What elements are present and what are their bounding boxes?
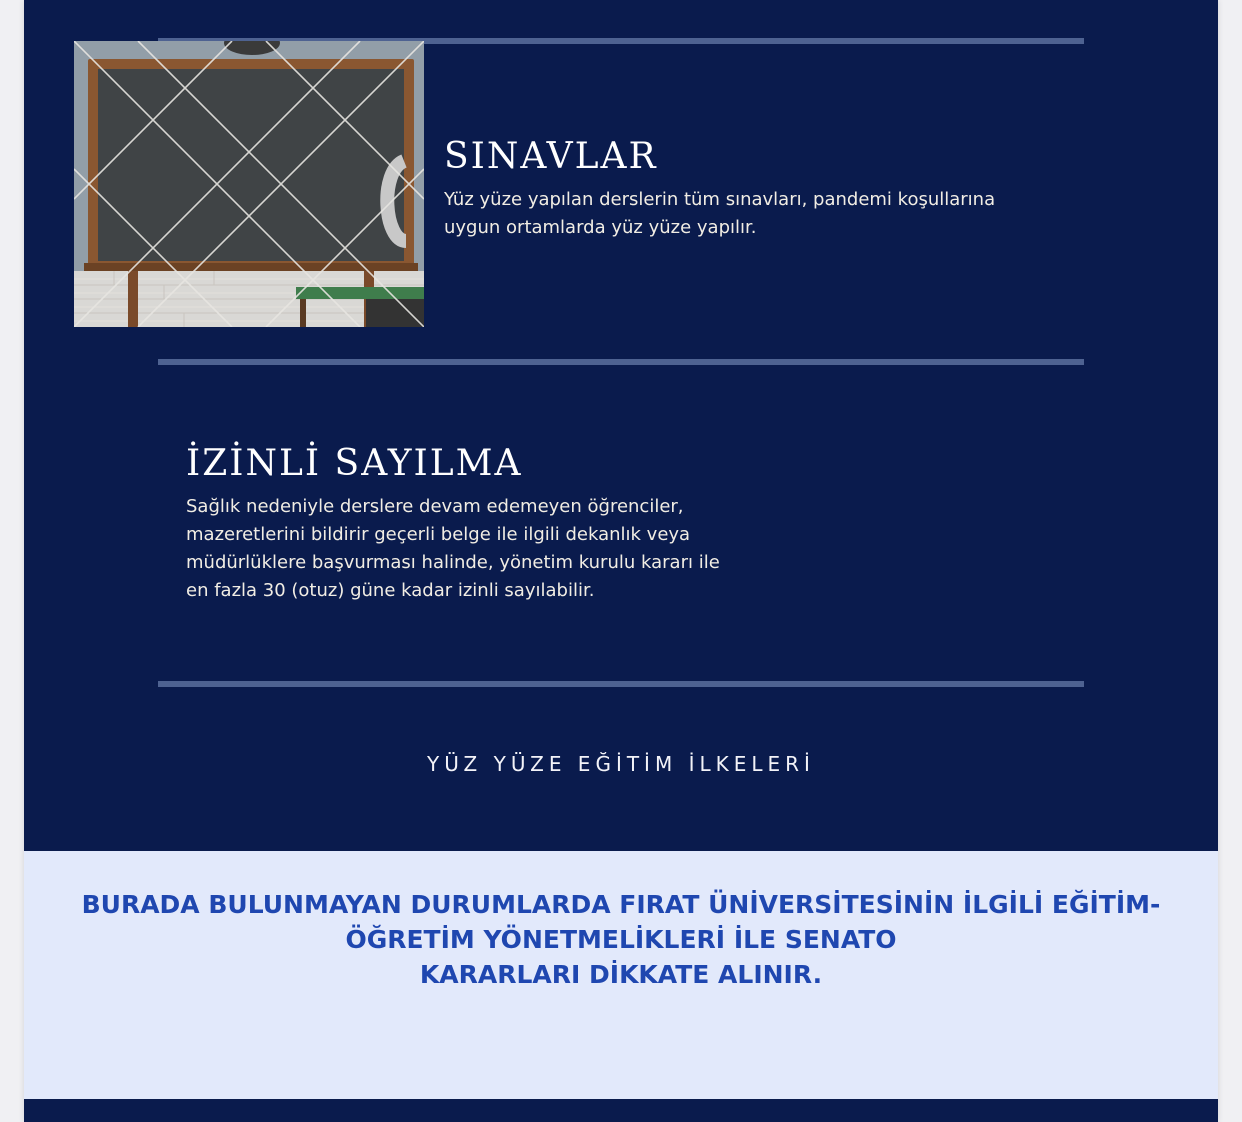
notice-line: ÖĞRETİM YÖNETMELİKLERİ İLE SENATO bbox=[345, 925, 897, 954]
chalkboard-image bbox=[74, 41, 424, 327]
section-divider bbox=[158, 681, 1084, 687]
notice-line: KARARLARI DİKKATE ALINIR. bbox=[419, 960, 823, 989]
notice-line: BURADA BULUNMAYAN DURUMLARDA FIRAT ÜNİVERSİTESİNİN İLGİLİ EĞİTİM- bbox=[81, 890, 1161, 919]
exams-text-line: uygun ortamlarda yüz yüze yapılır. bbox=[444, 217, 757, 238]
leave-text-line: Sağlık nedeniyle derslere devam edemeyen öğrenciler, bbox=[186, 496, 684, 517]
exams-text bbox=[444, 186, 1084, 242]
exams-heading: SINAVLAR bbox=[444, 136, 658, 177]
section-divider bbox=[158, 359, 1084, 365]
principles-title: YÜZ YÜZE EĞİTİM İLKELERİ bbox=[427, 752, 815, 776]
exams-text-line: Yüz yüze yapılan derslerin tüm sınavları, pandemi koşullarına bbox=[444, 189, 996, 210]
leave-text-line: en fazla 30 (otuz) güne kadar izinli sayılabilir. bbox=[186, 580, 595, 601]
notice-banner bbox=[24, 851, 1218, 1099]
leave-heading: İZİNLİ SAYILMA bbox=[186, 443, 523, 484]
leave-text bbox=[186, 493, 796, 605]
page bbox=[24, 0, 1218, 1122]
leave-text-line: müdürlüklere başvurması halinde, yönetim kurulu kararı ile bbox=[186, 552, 720, 573]
leave-text-line: mazeretlerini bildirir geçerli belge ile ilgili dekanlık veya bbox=[186, 524, 691, 545]
